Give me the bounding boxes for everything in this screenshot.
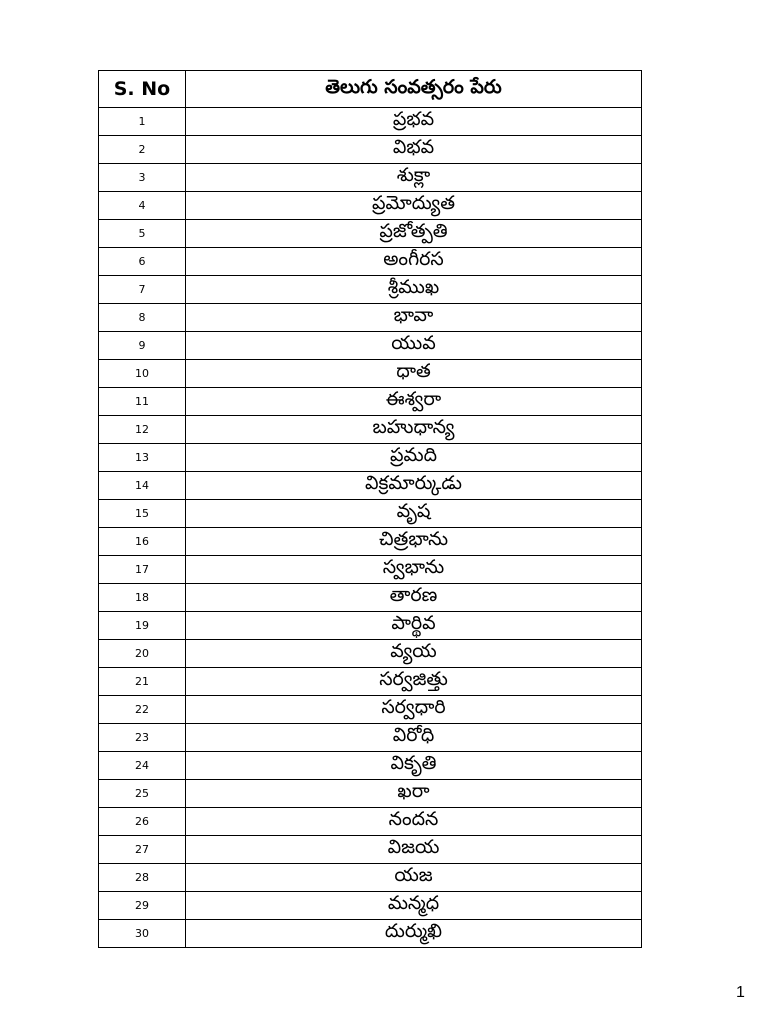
year-name-cell: శ్రీముఖ [186,276,642,304]
year-name-cell: చిత్రభాను [186,528,642,556]
year-name-cell: సర్వధారి [186,696,642,724]
serial-number-cell: 3 [99,164,186,192]
serial-number-cell: 19 [99,612,186,640]
year-name-cell: విక్రమార్కుడు [186,472,642,500]
table-row [99,528,642,556]
serial-number-cell: 28 [99,864,186,892]
table-row [99,864,642,892]
table-row [99,836,642,864]
year-name-cell: యజ [186,864,642,892]
serial-number-cell: 14 [99,472,186,500]
year-name-cell: ప్రమది [186,444,642,472]
header-year-name: తెలుగు సంవత్సరం పేరు [186,71,642,108]
year-name-cell: ప్రజోత్పతి [186,220,642,248]
year-name-cell: స్వభాను [186,556,642,584]
table-row [99,164,642,192]
serial-number-cell: 2 [99,136,186,164]
year-name-cell: మన్మధ [186,892,642,920]
header-serial-number: S. No [99,71,186,108]
serial-number-cell: 11 [99,388,186,416]
serial-number-cell: 13 [99,444,186,472]
table-row [99,472,642,500]
serial-number-cell: 15 [99,500,186,528]
year-name-cell: విభవ [186,136,642,164]
year-name-cell: ప్రభవ [186,108,642,136]
year-name-cell: నందన [186,808,642,836]
serial-number-cell: 9 [99,332,186,360]
table-row [99,920,642,948]
table-row [99,612,642,640]
table-row [99,108,642,136]
year-name-cell: వికృతి [186,752,642,780]
serial-number-cell: 6 [99,248,186,276]
table-row [99,892,642,920]
year-name-cell: దుర్ముఖి [186,920,642,948]
table-row [99,276,642,304]
serial-number-cell: 22 [99,696,186,724]
serial-number-cell: 12 [99,416,186,444]
year-name-cell: తారణ [186,584,642,612]
table-header-row [99,71,642,108]
serial-number-cell: 30 [99,920,186,948]
table-row [99,444,642,472]
table-row [99,500,642,528]
table-row [99,248,642,276]
table-row [99,696,642,724]
serial-number-cell: 27 [99,836,186,864]
table-row [99,360,642,388]
serial-number-cell: 21 [99,668,186,696]
year-name-cell: వ్యయ [186,640,642,668]
table-row [99,752,642,780]
year-name-cell: సర్వజిత్తు [186,668,642,696]
serial-number-cell: 29 [99,892,186,920]
year-name-cell: పార్థివ [186,612,642,640]
year-name-cell: ఖరా [186,780,642,808]
year-name-cell: యువ [186,332,642,360]
serial-number-cell: 1 [99,108,186,136]
table-row [99,808,642,836]
serial-number-cell: 26 [99,808,186,836]
page-number: 1 [736,984,745,1001]
table-body [99,108,642,948]
year-name-cell: శుక్లా [186,164,642,192]
year-name-cell: విజయ [186,836,642,864]
serial-number-cell: 24 [99,752,186,780]
table-row [99,556,642,584]
year-name-cell: ప్రమోద్యుత [186,192,642,220]
serial-number-cell: 25 [99,780,186,808]
table-row [99,780,642,808]
year-name-cell: వృష [186,500,642,528]
year-name-cell: ఈశ్వరా [186,388,642,416]
year-name-cell: బహుధాన్య [186,416,642,444]
telugu-years-table [98,70,642,948]
year-name-cell: విరోధి [186,724,642,752]
serial-number-cell: 5 [99,220,186,248]
table-row [99,584,642,612]
serial-number-cell: 20 [99,640,186,668]
serial-number-cell: 17 [99,556,186,584]
table-row [99,724,642,752]
table-row [99,668,642,696]
table-row [99,332,642,360]
table-row [99,388,642,416]
serial-number-cell: 7 [99,276,186,304]
year-name-cell: ధాత [186,360,642,388]
table-row [99,416,642,444]
serial-number-cell: 4 [99,192,186,220]
serial-number-cell: 10 [99,360,186,388]
serial-number-cell: 8 [99,304,186,332]
serial-number-cell: 18 [99,584,186,612]
table-row [99,304,642,332]
table-row [99,192,642,220]
table-row [99,136,642,164]
table-row [99,640,642,668]
year-name-cell: భావా [186,304,642,332]
serial-number-cell: 16 [99,528,186,556]
serial-number-cell: 23 [99,724,186,752]
year-name-cell: అంగీరస [186,248,642,276]
table-row [99,220,642,248]
